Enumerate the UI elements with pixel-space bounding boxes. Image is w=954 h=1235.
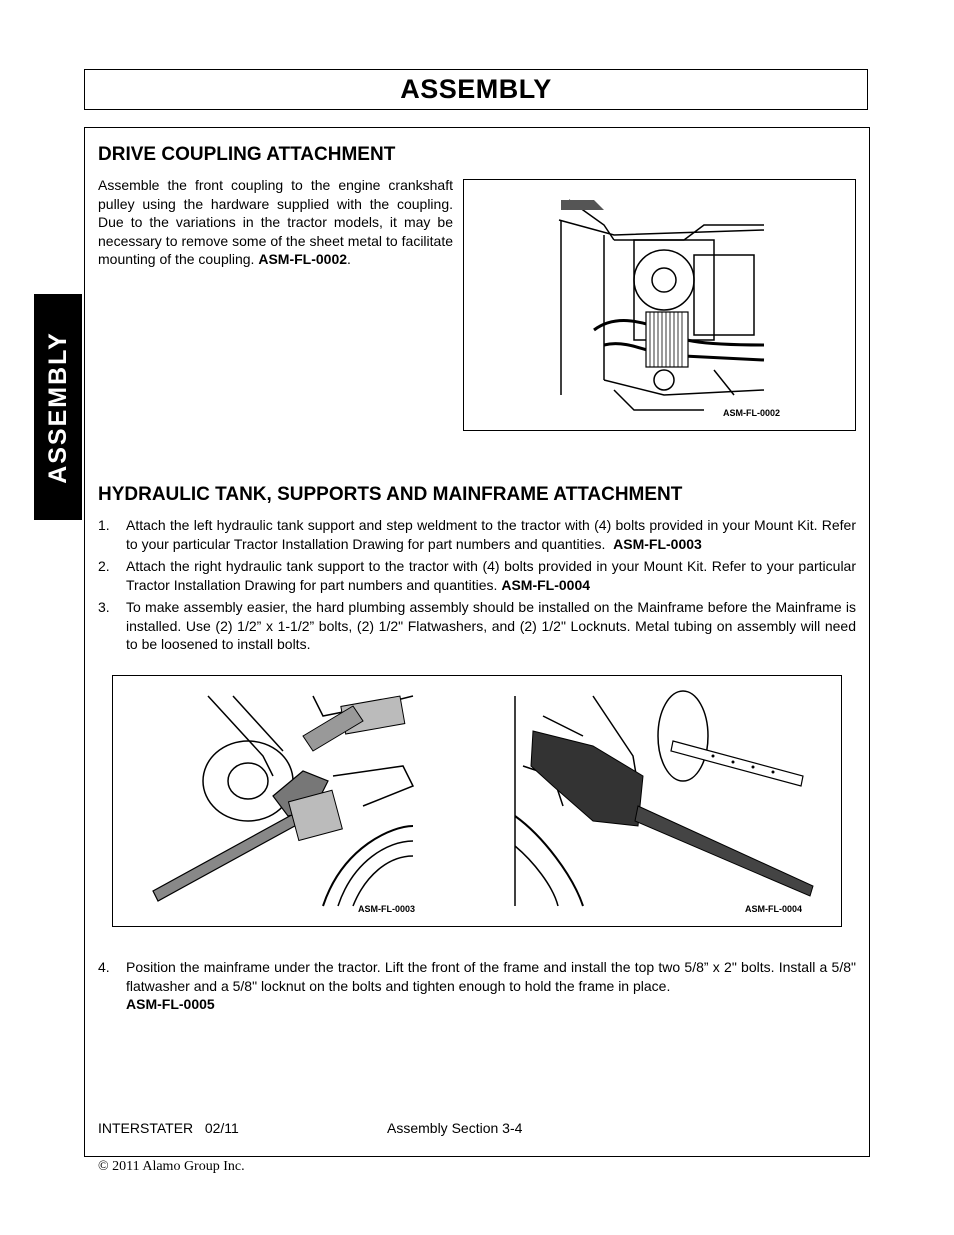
footer-model bbox=[98, 1120, 239, 1136]
step-ref: ASM-FL-0003 bbox=[613, 535, 702, 552]
step-number: 2. bbox=[98, 558, 110, 574]
steps-list-b bbox=[98, 958, 856, 1014]
page-title: ASSEMBLY bbox=[400, 74, 552, 104]
steps-list-a bbox=[98, 516, 856, 654]
drive-coupling-heading: DRIVE COUPLING ATTACHMENT bbox=[98, 144, 396, 165]
figure-label-fl-0004: ASM-FL-0004 bbox=[745, 904, 803, 914]
side-tab-label: ASSEMBLY bbox=[43, 330, 72, 484]
footer-section: Assembly Section 3-4 bbox=[387, 1120, 523, 1136]
figure-label-fl-0003: ASM-FL-0003 bbox=[358, 904, 416, 914]
step-1 bbox=[98, 516, 856, 553]
step-text: Attach the right hydraulic tank support to the tractor with (4) bolts provided in your Mount Kit. Refer to your particular Tractor Installation Drawing for part numbers and quantities. bbox=[126, 558, 856, 593]
step-ref: ASM-FL-0005 bbox=[126, 996, 215, 1012]
step-ref: ASM-FL-0004 bbox=[501, 576, 591, 593]
step-text: Attach the left hydraulic tank support and step weldment to the tractor with (4) bolts provided in your Mount Kit. Refer to your particular Tractor Installation Drawing for part numbers and quantities. bbox=[126, 517, 856, 552]
figure-label-fl-0002: ASM-FL-0002 bbox=[723, 408, 781, 418]
figure-drive-coupling bbox=[463, 179, 856, 431]
drive-coupling-text bbox=[98, 176, 453, 269]
drive-coupling-body: Assemble the front coupling to the engine crankshaft pulley using the hardware supplied with the coupling. Due to the variations in the tractor models, it may be necessary to remove some of the sheet metal to facilitate mounting of the coupling. bbox=[98, 177, 453, 267]
side-section-tab bbox=[34, 294, 82, 520]
footer-date: 02/11 bbox=[204, 1120, 239, 1136]
step-text: To make assembly easier, the hard plumbing assembly should be installed on the Mainframe before the Mainframe is installed. Use (2) 1/2” x 1-1/2” bolts, (2) 1/2" Flatwashers, and (2) 1/2" Locknuts. Metal tubing on assembly will need to be loosened to install bolts. bbox=[126, 599, 856, 652]
step-text: Position the mainframe under the tractor. Lift the front of the frame and install the top two 5/8” x 2" bolts. Install a 5/8" flatwasher and a 5/8" locknut on the bolts and tighten enough to hold the frame in place. bbox=[126, 959, 856, 994]
step-number: 1. bbox=[98, 517, 110, 533]
step-2 bbox=[98, 557, 856, 594]
drive-coupling-illustration bbox=[464, 180, 855, 430]
figure-tank-supports bbox=[112, 675, 842, 927]
step-number: 4. bbox=[98, 959, 110, 975]
copyright: © 2011 Alamo Group Inc. bbox=[98, 1159, 245, 1174]
page-header bbox=[84, 69, 868, 110]
footer-model-name: INTERSTATER bbox=[98, 1120, 194, 1136]
step-4 bbox=[98, 958, 856, 1014]
drive-coupling-ref: ASM-FL-0002 bbox=[258, 251, 348, 267]
tank-supports-illustration bbox=[113, 676, 841, 926]
step-number: 3. bbox=[98, 599, 110, 615]
drive-coupling-ref-suffix: . bbox=[347, 251, 351, 267]
step-3 bbox=[98, 598, 856, 654]
hydraulic-tank-heading: HYDRAULIC TANK, SUPPORTS AND MAINFRAME ATTACHMENT bbox=[98, 484, 683, 505]
